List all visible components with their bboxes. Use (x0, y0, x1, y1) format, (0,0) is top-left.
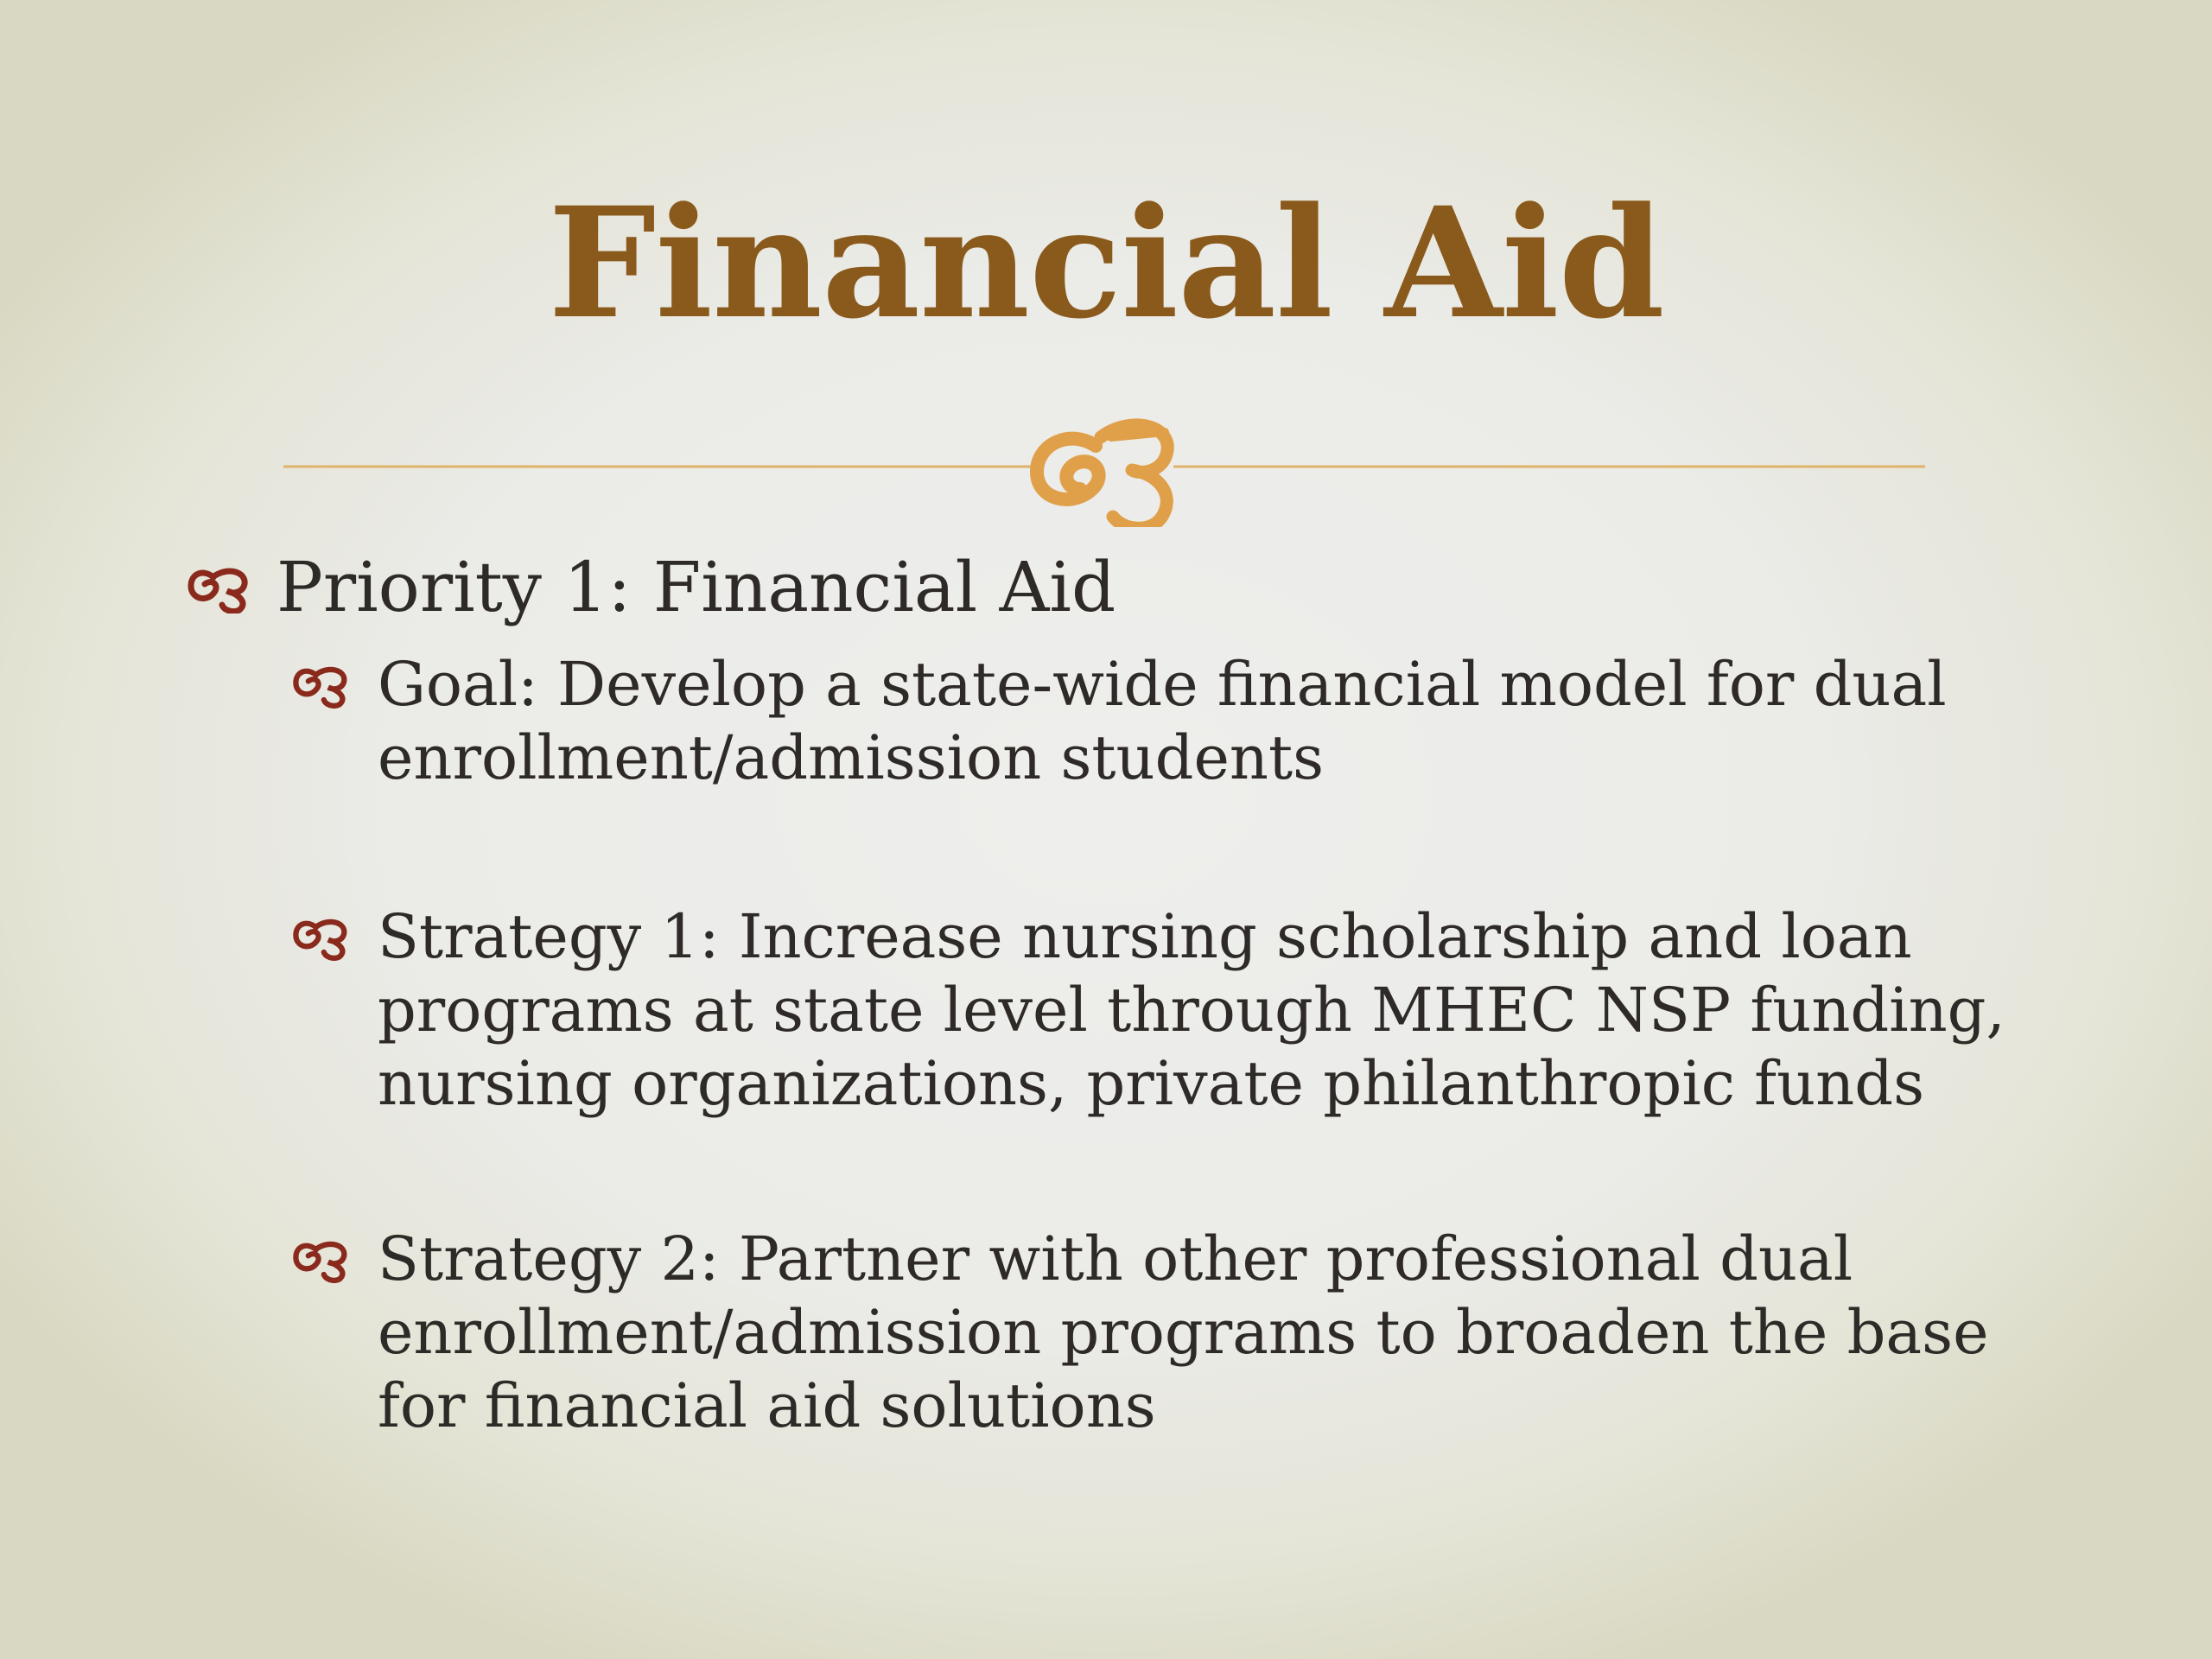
strategy-1-text: Strategy 1: Increase nursing scholarship and loan programs at state level through MHEC NSP funding, nursing organizations, private philanthropic funds (378, 901, 2005, 1119)
slide-title: Financial Aid (548, 174, 1664, 353)
priority-item (276, 546, 1116, 629)
ornamental-bullet-icon (291, 1235, 353, 1283)
ornamental-bullet-icon (291, 912, 353, 961)
ornamental-bullet-icon (291, 660, 353, 709)
ornamental-bullet-icon (186, 562, 255, 613)
strategy-1-item (378, 900, 2019, 1121)
strategy-2-item (378, 1223, 2019, 1443)
strategy-2-text: Strategy 2: Partner with other professional dual enrollment/admission programs to broaden the base for financial aid solutions (378, 1224, 1989, 1441)
goal-item (378, 648, 2019, 795)
priority-text: Priority 1: Financial Aid (276, 547, 1116, 627)
goal-text: Goal: Develop a state-wide financial model for dual enrollment/admission students (378, 649, 1947, 793)
